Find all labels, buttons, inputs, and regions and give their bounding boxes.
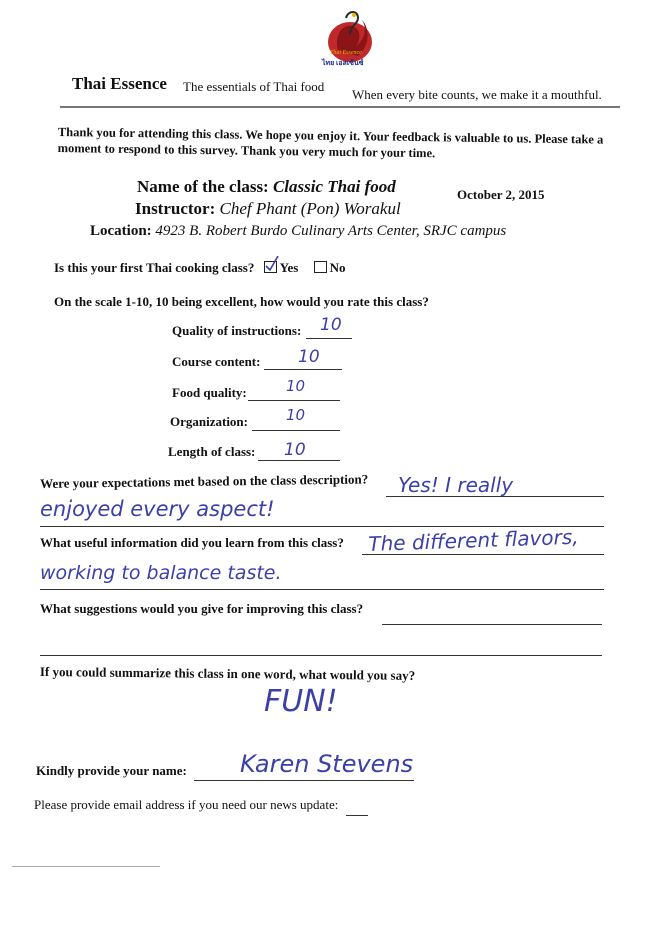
rating-value-4[interactable]: 10 <box>284 440 306 460</box>
first-class-row <box>54 260 346 276</box>
instructor-label: Instructor: <box>135 199 216 218</box>
no-checkbox[interactable] <box>314 261 327 273</box>
first-class-question: Is this your first Thai cooking class? <box>54 260 255 275</box>
suggestions-line-1 <box>382 624 602 625</box>
rating-line-1 <box>264 369 342 370</box>
one-word-answer[interactable]: FUN! <box>264 684 338 719</box>
instructor-value: Chef Phant (Pon) Worakul <box>219 199 401 218</box>
rating-line-0 <box>306 338 352 339</box>
yes-checkbox[interactable] <box>264 261 277 273</box>
name-line <box>194 780 414 781</box>
name-value[interactable]: Karen Stevens <box>240 750 414 778</box>
rating-label-3: Organization: <box>170 414 248 429</box>
rating-value-1[interactable]: 10 <box>298 347 320 367</box>
useful-info-answer-1[interactable]: The different flavors, <box>368 524 579 556</box>
logo-script-text: ไทย เอสเซ้นซ์ <box>322 59 364 67</box>
logo-brand-text: Thai Essence <box>330 50 362 56</box>
rating-line-4 <box>258 460 340 461</box>
expectations-answer-1[interactable]: Yes! I really <box>398 473 514 497</box>
location-row <box>90 223 506 240</box>
class-name-value: Classic Thai food <box>272 177 396 196</box>
rating-line-2 <box>248 400 340 401</box>
rating-label-1: Course content: <box>172 354 261 369</box>
motto: When every bite counts, we make it a mouthful. <box>352 87 602 102</box>
header-divider <box>60 106 620 108</box>
expectations-question: Were your expectations met based on the class description? <box>40 471 369 491</box>
suggestions-question: What suggestions would you give for improving this class? <box>40 601 364 616</box>
rating-value-2[interactable]: 10 <box>286 377 306 395</box>
one-word-question: If you could summarize this class in one word, what would you say? <box>39 664 416 683</box>
rating-label-4: Length of class: <box>168 444 256 459</box>
expectations-answer-2[interactable]: enjoyed every aspect! <box>40 497 275 521</box>
rating-label-2: Food quality: <box>172 385 247 400</box>
rating-line-3 <box>252 430 340 431</box>
rating-value-0[interactable]: 10 <box>320 315 342 335</box>
location-label: Location: <box>90 223 152 239</box>
class-name-row <box>137 177 396 197</box>
class-date: October 2, 2015 <box>457 187 545 202</box>
yes-option[interactable] <box>264 260 302 275</box>
no-option[interactable] <box>314 260 346 275</box>
suggestions-line-2 <box>40 655 602 656</box>
name-label: Kindly provide your name: <box>36 763 187 778</box>
useful-info-answer-2[interactable]: working to balance taste. <box>40 562 282 584</box>
rating-question: On the scale 1-10, 10 being excellent, how would you rate this class? <box>54 294 429 309</box>
class-name-label: Name of the class: <box>137 177 269 196</box>
rating-label-0: Quality of instructions: <box>172 323 302 338</box>
useful-info-question: What useful information did you learn from this class? <box>40 535 344 550</box>
bottom-scan-line <box>12 866 160 867</box>
checkmark-icon <box>265 256 279 272</box>
brand-name: Thai Essence <box>72 74 167 93</box>
intro-text: Thank you for attending this class. We hope you enjoy it. Your feedback is valuable to us. Please take a moment to respond to this survey. Thank you very much for your time. <box>57 124 604 161</box>
useful-info-line-2 <box>40 589 604 590</box>
email-label: Please provide email address if you need our news update: <box>34 797 339 812</box>
yes-label: Yes <box>279 260 299 275</box>
no-label: No <box>329 260 346 275</box>
instructor-row <box>135 199 401 219</box>
rating-value-3[interactable]: 10 <box>286 406 306 424</box>
tagline: The essentials of Thai food <box>183 79 325 94</box>
email-line <box>346 815 368 816</box>
location-value: 4923 B. Robert Burdo Culinary Arts Center, SRJC campus <box>155 223 507 239</box>
